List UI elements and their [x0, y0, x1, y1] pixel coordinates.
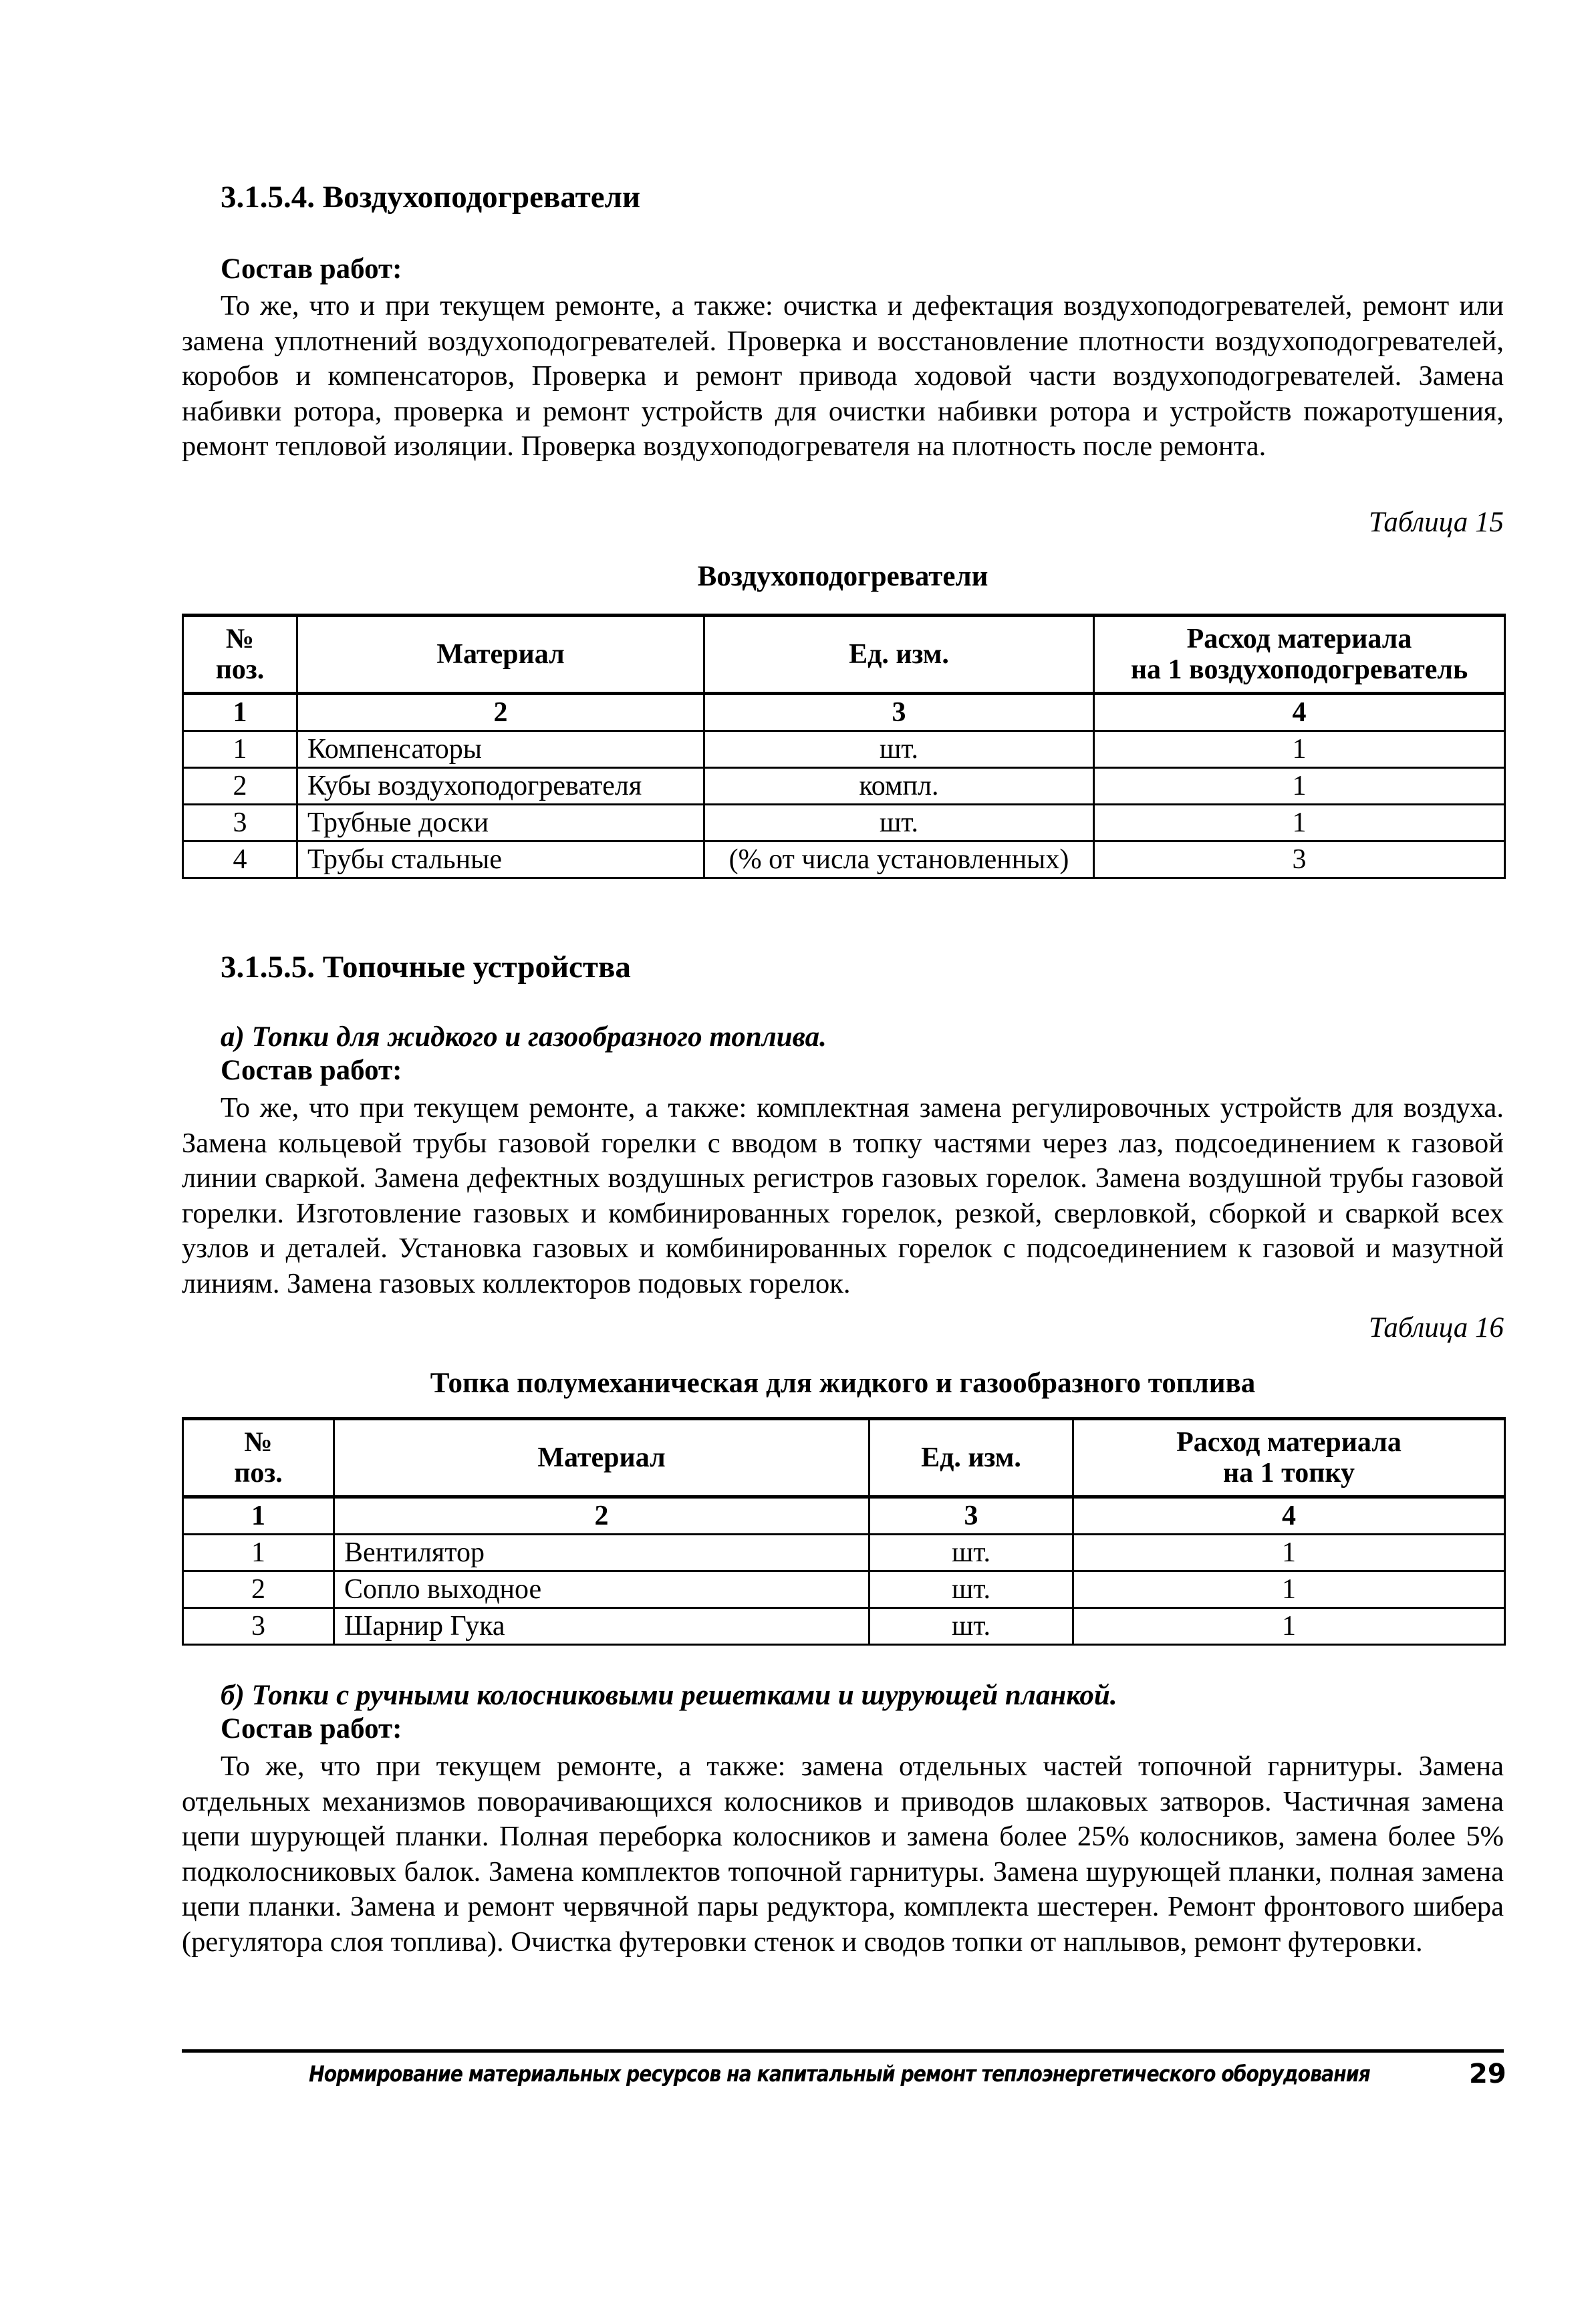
column-number: 1	[183, 1497, 334, 1535]
table-row	[183, 1535, 1505, 1571]
table-row	[183, 805, 1505, 842]
work-composition-label: Состав работ:	[221, 253, 402, 285]
table15	[182, 614, 1506, 879]
header-pos-line2: поз.	[215, 654, 265, 685]
subsection-a-title: а) Топки для жидкого и газообразного топлива.	[221, 1021, 827, 1053]
table16-header-unit: Ед. изм.	[870, 1419, 1073, 1497]
header-consumption-line2: на 1 воздухоподогреватель	[1130, 654, 1468, 685]
cell-pos: 4	[183, 842, 297, 878]
table15-header-consumption	[1094, 616, 1505, 694]
table16-header-pos	[183, 1419, 334, 1497]
table-row	[183, 731, 1505, 768]
cell-unit: (% от числа установленных)	[704, 842, 1094, 878]
cell-material: Сопло выходное	[334, 1571, 870, 1608]
table-row	[183, 1608, 1505, 1645]
cell-pos: 2	[183, 768, 297, 805]
cell-unit: шт.	[870, 1608, 1073, 1645]
page-number: 29	[1469, 2059, 1506, 2089]
cell-pos: 1	[183, 731, 297, 768]
cell-pos: 3	[183, 805, 297, 842]
table15-column-number-row	[183, 694, 1505, 731]
cell-pos: 1	[183, 1535, 334, 1571]
column-number: 2	[334, 1497, 870, 1535]
header-pos-line1: №	[244, 1427, 273, 1458]
table16	[182, 1417, 1506, 1646]
table16-title: Топка полумеханическая для жидкого и газообразного топлива	[430, 1368, 1256, 1399]
subsection-b-paragraph: То же, что при текущем ремонте, а также: замена отдельных частей топочной гарнитуры. Замена отдельных механизмов поворачивающихся колосников и приводов шлаковых затворов. Частичная замена цепи шурующей планки. Полная переборка колосников и замена более 25% колосников, замена более 5% подколосниковых балок. Замена комплектов топочной гарнитуры. Замена шурующей планки, полная замена цепи планки. Замена и ремонт червячной пары редуктора, комплекта шестерен. Ремонт фронтового шибера (регулятора слоя топлива). Очистка футеровки стенок и сводов топки от наплывов, ремонт футеровки.	[182, 1751, 1504, 1958]
cell-unit: шт.	[870, 1535, 1073, 1571]
column-number: 4	[1094, 694, 1505, 731]
cell-material: Кубы воздухоподогревателя	[297, 768, 704, 805]
column-number: 1	[183, 694, 297, 731]
table16-header-material: Материал	[334, 1419, 870, 1497]
cell-material: Шарнир Гука	[334, 1608, 870, 1645]
column-number: 4	[1073, 1497, 1505, 1535]
cell-qty: 1	[1094, 768, 1505, 805]
cell-qty: 1	[1094, 805, 1505, 842]
cell-unit: шт.	[870, 1571, 1073, 1608]
cell-qty: 1	[1073, 1571, 1505, 1608]
cell-qty: 3	[1094, 842, 1505, 878]
subsection-b-title: б) Топки с ручными колосниковыми решетками и шурующей планкой.	[221, 1680, 1117, 1711]
header-consumption-line1: Расход материала	[1176, 1427, 1402, 1458]
cell-unit: шт.	[704, 805, 1094, 842]
table15-header-unit: Ед. изм.	[704, 616, 1094, 694]
table16-column-number-row	[183, 1497, 1505, 1535]
table-row	[183, 842, 1505, 878]
cell-unit: шт.	[704, 731, 1094, 768]
cell-material: Трубы стальные	[297, 842, 704, 878]
cell-unit: компл.	[704, 768, 1094, 805]
table16-number: Таблица 16	[1369, 1312, 1504, 1343]
header-pos-line1: №	[225, 624, 255, 654]
column-number: 3	[870, 1497, 1073, 1535]
cell-material: Вентилятор	[334, 1535, 870, 1571]
work-composition-label: Состав работ:	[221, 1713, 402, 1745]
column-number: 3	[704, 694, 1094, 731]
table15-header-material: Материал	[297, 616, 704, 694]
footer-running-title: Нормирование материальных ресурсов на капитальный ремонт теплоэнергетического оборудования	[309, 2061, 1370, 2087]
cell-qty: 1	[1073, 1608, 1505, 1645]
cell-qty: 1	[1073, 1535, 1505, 1571]
section-heading-3155: 3.1.5.5. Топочные устройства	[221, 950, 631, 985]
table16-header-row	[183, 1419, 1505, 1497]
section-heading-3154: 3.1.5.4. Воздухоподогреватели	[221, 180, 641, 215]
table15-number: Таблица 15	[1369, 507, 1504, 538]
cell-material: Компенсаторы	[297, 731, 704, 768]
column-number: 2	[297, 694, 704, 731]
cell-pos: 3	[183, 1608, 334, 1645]
table15-header-row	[183, 616, 1505, 694]
cell-qty: 1	[1094, 731, 1505, 768]
table15-header-pos	[183, 616, 297, 694]
subsection-a-paragraph: То же, что при текущем ремонте, а также: комплектная замена регулировочных устройств для воздуха. Замена кольцевой трубы газовой горелки с вводом в топку частями через лаз, подсоединением к газовой линии сваркой. Замена дефектных воздушных регистров газовых горелок. Замена воздушной трубы газовой горелки. Изготовление газовых и комбинированных горелок, резкой, сверловкой, сборкой и сваркой всех узлов и деталей. Установка газовых и комбинированных горелок с подсоединением к газовой и мазутной линиям. Замена газовых коллекторов подовых горелок.	[182, 1092, 1504, 1299]
table-row	[183, 1571, 1505, 1608]
cell-pos: 2	[183, 1571, 334, 1608]
table15-title: Воздухоподогреватели	[697, 561, 988, 592]
cell-material: Трубные доски	[297, 805, 704, 842]
footer-rule	[182, 2049, 1504, 2053]
section-3154-paragraph: То же, что и при текущем ремонте, а также: очистка и дефектация воздухоподогревателей, ремонт или замена уплотнений воздухоподогревателей. Проверка и восстановление плотности воздухоподогревателей, коробов и компенсаторов, Проверка и ремонт привода ходовой части воздухоподогревателей. Замена набивки ротора, проверка и ремонт устройств для очистки набивки ротора и устройств пожаротушения, ремонт тепловой изоляции. Проверка воздухоподогревателя на плотность после ремонта.	[182, 290, 1504, 462]
header-consumption-line1: Расход материала	[1186, 624, 1412, 654]
table16-header-consumption	[1073, 1419, 1505, 1497]
table-row	[183, 768, 1505, 805]
header-consumption-line2: на 1 топку	[1222, 1458, 1355, 1489]
work-composition-label: Состав работ:	[221, 1055, 402, 1086]
header-pos-line2: поз.	[234, 1458, 283, 1489]
